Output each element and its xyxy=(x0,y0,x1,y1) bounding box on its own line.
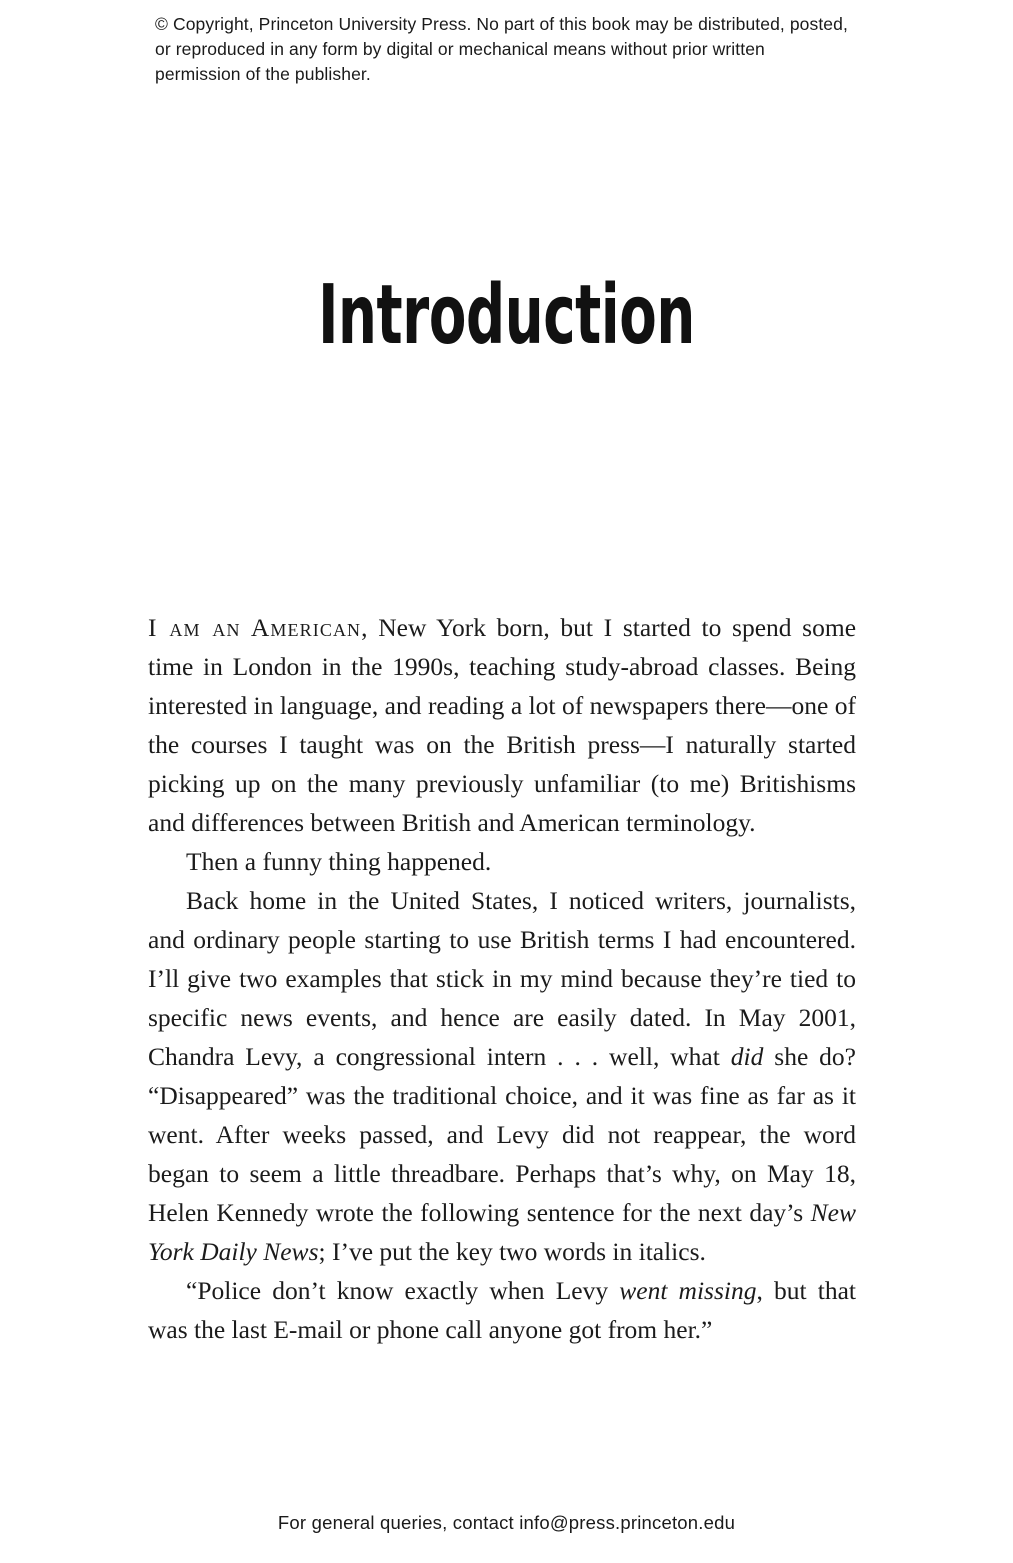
paragraph-1 xyxy=(148,608,856,842)
paragraph-1-rest: , New York born, but I started to spend some time in London in the 1990s, teaching study-abroad classes. Being interested in language, and reading a lot of newspapers there—one of the courses I taught was on the British press—I naturally started picking up on the many previously unfamiliar (to me) Britishisms and differences between British and American terminology. xyxy=(148,613,857,837)
paragraph-2: Then a funny thing happened. xyxy=(186,847,492,876)
copyright-notice: © Copyright, Princeton University Press. No part of this book may be distributed, posted, or reproduced in any form by digital or mechanical means without prior written permission of the publisher. xyxy=(155,14,848,84)
paragraph-3-part-a: Back home in the United States, I noticed writers, journalists, and ordinary people starting to use British terms I had encountered. I’ll give two examples that stick in my mind because they’re tied to specific news events, and hence are easily dated. In May 2001, Chandra Levy, a congressional intern . . . well, what xyxy=(148,886,856,1071)
paragraph-4-emphasis-went-missing: went missing xyxy=(619,1276,757,1305)
paragraph-1-lead-smallcaps: I am an American xyxy=(148,613,362,642)
paragraph-4-quotation xyxy=(148,1271,856,1349)
paragraph-4-part-b: , but that was the last E-mail or phone call anyone got from her.” xyxy=(148,1276,856,1344)
footer-queries-line: For general queries, contact info@press.princeton.edu xyxy=(277,1512,736,1533)
paragraph-3 xyxy=(148,881,856,1271)
paragraph-3-publication-title: New York Daily News xyxy=(148,1198,856,1266)
paragraph-3-part-c: ; I’ve put the key two words in italics. xyxy=(318,1237,706,1266)
paragraph-4-part-a: “Police don’t know exactly when Levy xyxy=(186,1276,620,1305)
paragraph-3-part-b: she do? “Disappeared” was the traditional choice, and it was fine as far as it went. After weeks passed, and Levy did not reappear, the word began to seem a little threadbare. Perhaps that’s why, on May 18, Helen Kennedy wrote the following sentence for the next day’s xyxy=(148,1042,857,1227)
body-text xyxy=(148,608,856,1349)
paragraph-3-emphasis-did: did xyxy=(730,1042,764,1071)
page-title: Introduction xyxy=(318,268,695,363)
